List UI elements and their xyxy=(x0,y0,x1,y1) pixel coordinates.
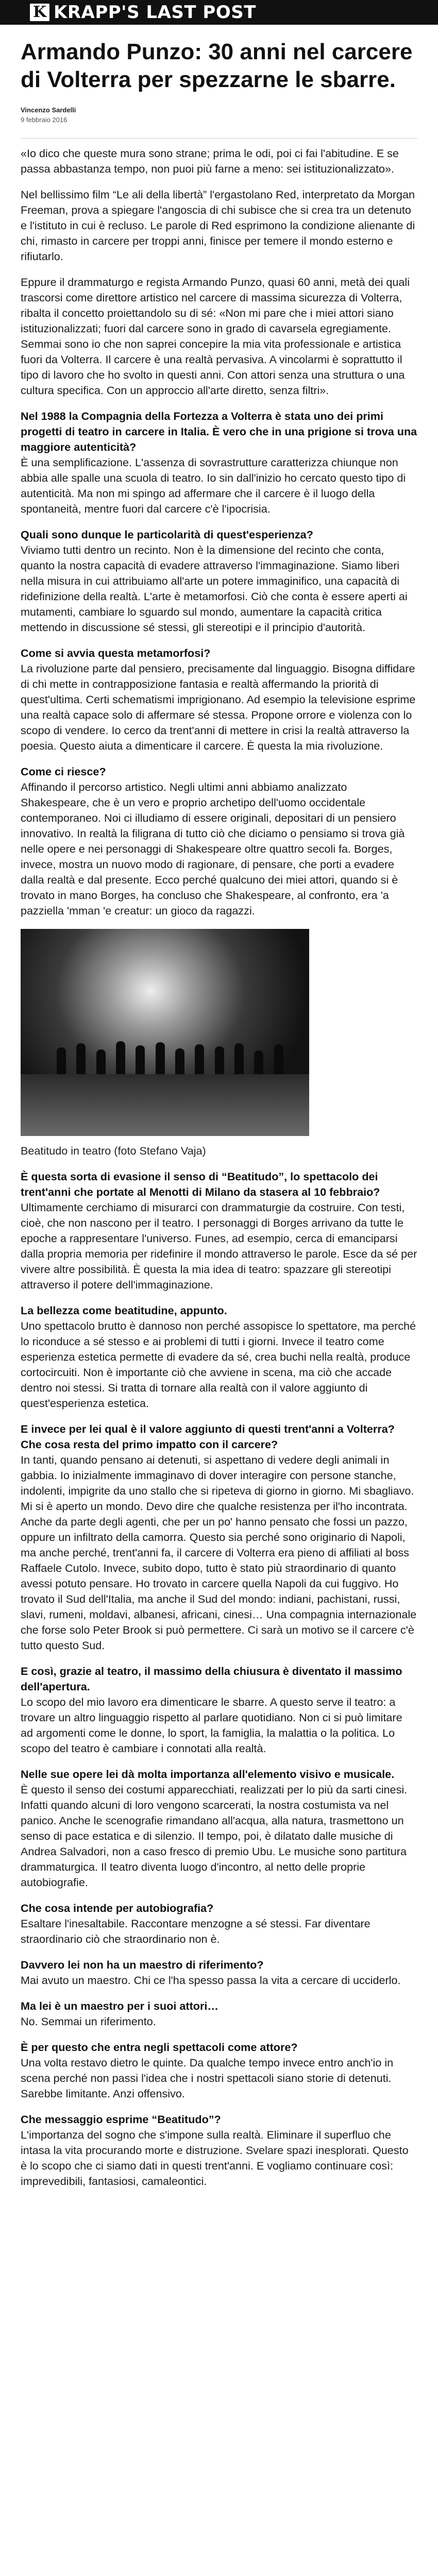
byline xyxy=(21,106,417,124)
answer: Esaltare l'inesaltabile. Raccontare menzogne a sé stessi. Far diventare straordinario ciò che straordinario non è. xyxy=(21,1917,370,1945)
question: Davvero lei non ha un maestro di riferimento? xyxy=(21,1958,264,1971)
site-header xyxy=(0,0,438,25)
author-name[interactable]: Vincenzo Sardelli xyxy=(21,106,76,114)
article xyxy=(0,38,438,2189)
answer: È una semplificazione. L'assenza di sovrastrutture caratterizza chiunque non abbia alle spalle una scuola di teatro. Io sin dall'inizio ho cercato questo tipo di autenticità. Ma non mi spingo ad affermare che il carcere è il luogo della spontaneità, mentre fuori dal carcere c'è l'ipocrisia. xyxy=(21,456,406,515)
intro-paragraph: Nel bellissimo film “Le ali della libertà” l'ergastolano Red, interpretato da Morgan Freeman, prova a spiegare l'angoscia di chi subisce che si crea tra un detenuto e l'istituto in cui è recluso. Le parole di Red esprimono la condizione alienante di chi, rimasto in carcere per troppi anni, finisce per temere il mondo esterno e rifiutarlo. xyxy=(21,188,415,263)
question: È per questo che entra negli spettacoli come attore? xyxy=(21,2041,298,2054)
article-title: Armando Punzo: 30 anni nel carcere di Volterra per spezzarne le sbarre. xyxy=(21,39,413,92)
question: Nelle sue opere lei dà molta importanza all'elemento visivo e musicale. xyxy=(21,1768,395,1781)
answer: Uno spettacolo brutto è dannoso non perché assopisce lo spettatore, ma perché lo riconduce a sé stesso e ai problemi di tutti i giorni. Invece il teatro come esperienza estetica permette di evadere da sé, crea buchi nella realtà, produce cortocircuiti. Non è importante ciò che avviene in scena, ma ciò che accade dentro noi stessi. Si tratta di tornare alla realtà con il valore aggiunto di quest'esperienza estetica. xyxy=(21,1319,416,1410)
answer: Affinando il percorso artistico. Negli ultimi anni abbiamo analizzato Shakespeare, che è un vero e proprio archetipo dell'uomo occidentale contemporaneo. Noi ci illudiamo di essere originali, depositari di un pensiero innovativo. In realtà la filigrana di tutto ciò che diciamo o pensiamo si trova già nelle opere e nei personaggi di Shakespeare oltre quattro secoli fa. Borges, invece, mostra un nuovo modo di ragionare, di pensare, che porti a evadere dalla realtà e dal presente. Ecco perché qualcuno dei miei attori, quando si è trovato in mano Borges, ha concluso che Shakespeare, al confronto, era 'a pazziella 'mman 'e creatur: un gioco da ragazzi. xyxy=(21,781,405,917)
question: Che cosa intende per autobiografia? xyxy=(21,1902,214,1914)
answer: Mai avuto un maestro. Chi ce l'ha spesso passa la vita a cercare di ucciderlo. xyxy=(21,1974,401,1987)
question: È questa sorta di evasione il senso di “Beatitudo”, lo spettacolo dei trent'anni che portate al Menotti di Milano da stasera al 10 febbraio? xyxy=(21,1170,380,1198)
answer: Una volta restavo dietro le quinte. Da qualche tempo invece entro anch'io in scena perché non passi l'idea che i nostri spettacoli siano storie di detenuti. Sarebbe limitante. Anzi offensivo. xyxy=(21,2056,394,2100)
question: E così, grazie al teatro, il massimo della chiusura è diventato il massimo dell'apertura. xyxy=(21,1665,402,1693)
question: Come si avvia questa metamorfosi? xyxy=(21,647,211,659)
site-logo-icon[interactable]: K xyxy=(30,4,49,21)
article-photo[interactable] xyxy=(21,929,309,1136)
answer: Ultimamente cerchiamo di misurarci con drammaturgie da costruire. Con testi, cioè, che non nascono per il teatro. I personaggi di Borges arrivano da tutte le epoche a rappresentare l'universo. Funes, ad esempio, cerca di emanciparsi dalla propria memoria per ridefinire il mondo attraverso le parole. Esce da sé per vivere altre possibilità. È questa la mia idea di teatro: spazzare gli stereotipi attraverso il potere dell'immaginazione. xyxy=(21,1201,417,1291)
interview-block xyxy=(21,1169,417,2189)
site-name[interactable]: KRAPP'S LAST POST xyxy=(54,2,256,23)
answer: È questo il senso dei costumi apparecchiati, realizzati per lo più da sarti cinesi. Infatti quando alcuni di loro vengono scarcerati, la nostra costumista va nel panico. Anche le scenografie rimandano all'acqua, alla natura, trasmettono un senso di pace estatica e di silenzio. Il tempo, poi, è dilatato dalle musiche di Andrea Salvadori, non a caso fresco di premio Ubu. Le musiche sono partitura drammaturgica. Il teatro diventa luogo d'incontro, al netto delle proprie autobiografie. xyxy=(21,1783,408,1889)
stage-figures xyxy=(52,1038,289,1074)
divider xyxy=(21,138,417,139)
question: Ma lei è un maestro per i suoi attori… xyxy=(21,1999,218,2012)
answer: Lo scopo del mio lavoro era dimenticare le sbarre. A questo serve il teatro: a trovare un altro linguaggio rispetto al parlare quotidiano. Non ci si può limitare ad argomenti come le donne, lo sport, la famiglia, la malattia o la politica. Lo scopo del teatro è cambiare i connotati alla realtà. xyxy=(21,1696,402,1755)
stage-floor xyxy=(21,1074,309,1136)
question: Nel 1988 la Compagnia della Fortezza a Volterra è stata uno dei primi progetti di teatro in carcere in Italia. È vero che in una prigione si trova una maggiore autenticità? xyxy=(21,410,417,453)
intro-paragraph: Eppure il drammaturgo e regista Armando Punzo, quasi 60 anni, metà dei quali trascorsi come direttore artistico nel carcere di massima sicurezza di Volterra, ribalta il concetto proiettandolo su di sé: «Non mi pare che i miei attori siano istituzionalizzati; fuori dal carcere sono in grado di cavarsela egregiamente. Semmai sono io che non saprei concepire la mia vita professionale e artistica fuori da Volterra. Il carcere è una realtà pervasiva. A vincolarmi è soprattutto il tipo di lavoro che ho svolto in questi anni. Con attori senza una struttura o una cultura specifica. Con un approccio all'arte diretto, senza filtri». xyxy=(21,276,410,397)
interview-block xyxy=(21,409,417,919)
intro-paragraph: «Io dico che queste mura sono strane; prima le odi, poi ci fai l'abitudine. E se passa abbastanza tempo, non puoi più farne a meno: sei istituzionalizzato». xyxy=(21,147,399,175)
answer: No. Semmai un riferimento. xyxy=(21,2015,156,2028)
answer: L'importanza del sogno che s'impone sulla realtà. Eliminare il superfluo che intasa la vita procurando morte e distruzione. Svelare spazi inesplorati. Questo è lo scopo che ci siamo dati in questi trent'anni. E vogliamo continuare così: imprevedibili, fantasiosi, camaleontici. xyxy=(21,2128,409,2188)
answer: In tanti, quando pensano ai detenuti, si aspettano di vedere degli animali in gabbia. Io inizialmente immaginavo di dover interagire con persone stanche, indolenti, impigrite da uno stallo che si ripeteva di giorno in giorno. Mi sbagliavo. Mi si è aperto un mondo. Devo dire che qualche resistenza per il'ho incontrata. Anche da parte degli agenti, che per un po' hanno pensato che fossi un pazzo, oppure un infiltrato della camorra. Questo sia perché sono originario di Napoli, ma anche perché, trent'anni fa, il carcere di Volterra era pieno di affiliati al boss Raffaele Cutolo. Invece, subito dopo, tutto è stato più straordinario di quanto avessi potuto pensare. Ho trovato in carcere quella Napoli da cui fuggivo. Ho trovato il Sud dell'Italia, ma anche il Sud del mondo: indiani, pachistani, russi, slavi, rumeni, moldavi, albanesi, africani, cinesi… Una compagnia internazionale che forse solo Peter Brook si può permettere. Ci sarà un motivo se il carcere c'è tutto questo Sud. xyxy=(21,1453,417,1652)
publish-date: 9 febbraio 2016 xyxy=(21,116,68,124)
answer: Viviamo tutti dentro un recinto. Non è la dimensione del recinto che conta, quanto la nostra capacità di evadere attraverso l'immaginazione. Siamo liberi nella misura in cui attribuiamo all'arte un potere immaginifico, una capacità di ridefinizione della realtà. L'arte è metamorfosi. Ciò che conta è essere aperti ai mutamenti, cambiare lo sguardo sul mondo, aumentare la capacità critica mettendo in discussione sé stessi, gli stereotipi e il principio d'autorità. xyxy=(21,544,408,634)
article-body xyxy=(21,146,417,2189)
answer: La rivoluzione parte dal pensiero, precisamente dal linguaggio. Bisogna diffidare di chi mette in contrapposizione fantasia e realtà affermando la priorità di quest'ultima. Certi schematismi imprigionano. Ad esempio la televisione esprime una realtà capace solo di affermare sé stessa. Propone orrore e violenza con lo scopo di vendere. Io cerco da trent'anni di mettere in crisi la realtà attraverso la poesia. Questo aiuta a dimenticare il carcere. È questa la mia rivoluzione. xyxy=(21,662,416,752)
question: Che messaggio esprime “Beatitudo”? xyxy=(21,2113,221,2126)
photo-caption: Beatitudo in teatro (foto Stefano Vaja) xyxy=(21,1144,206,1157)
question: E invece per lei qual è il valore aggiunto di questi trent'anni a Volterra? Che cosa resta del primo impatto con il carcere? xyxy=(21,1422,395,1451)
question: La bellezza come beatitudine, appunto. xyxy=(21,1304,227,1317)
question: Quali sono dunque le particolarità di quest'esperienza? xyxy=(21,528,313,541)
question: Come ci riesce? xyxy=(21,765,106,778)
